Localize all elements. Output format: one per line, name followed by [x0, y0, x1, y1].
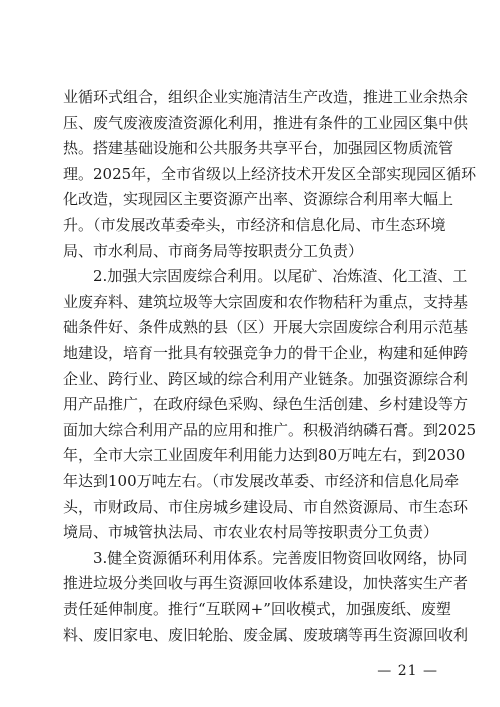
text-line: 头，市财政局、市住房城乡建设局、市自然资源局、市生态环 — [63, 498, 469, 516]
page-number: — 21 — — [377, 663, 438, 679]
text-line: 地建设，培育一批具有较强竞争力的骨干企业，构建和延伸跨 — [63, 344, 469, 362]
text-line: 年，全市大宗工业固废年利用能力达到80万吨左右，到2030 — [63, 446, 466, 464]
text-line: 理。2025年，全市省级以上经济技术开发区全部实现园区循环 — [63, 165, 477, 183]
text-line: 面加大综合利用产品的应用和推广。积极消纳磷石膏。到2025 — [63, 421, 477, 439]
section-heading-line: 2.加强大宗固废综合利用。以尾矿、冶炼渣、化工渣、工 — [93, 267, 468, 285]
text-line: 年达到100万吨左右。（市发展改革委、市经济和信息化局牵 — [63, 472, 460, 490]
text-line: 压、废气废液废渣资源化利用，推进有条件的工业园区集中供 — [63, 114, 469, 132]
text-line: 企业、跨行业、跨区域的综合利用产业链条。加强资源综合利 — [63, 370, 469, 388]
text-line: 责任延伸制度。推行“互联网+”回收模式，加强废纸、废塑 — [63, 600, 451, 618]
text-line: 料、废旧家电、废旧轮胎、废金属、废玻璃等再生资源回收利 — [63, 626, 469, 644]
text-line: 推进垃圾分类回收与再生资源回收体系建设，加快落实生产者 — [63, 574, 469, 592]
text-line: 化改造，实现园区主要资源产出率、资源综合利用率大幅上 — [63, 190, 454, 208]
section-heading-line: 3.健全资源循环利用体系。完善废旧物资回收网络，协同 — [93, 549, 468, 567]
text-line: 业废弃料、建筑垃圾等大宗固废和农作物秸秆为重点，支持基 — [63, 293, 469, 311]
text-line: 境局、市城管执法局、市农业农村局等按职责分工负责） — [63, 523, 439, 541]
text-line: 础条件好、条件成熟的县（区）开展大宗固废综合利用示范基 — [63, 318, 469, 336]
text-line: 升。（市发展改革委牵头，市经济和信息化局、市生态环境 — [63, 216, 446, 234]
text-line: 用产品推广，在政府绿色采购、绿色生活创建、乡村建设等方 — [63, 395, 469, 413]
text-line: 热。搭建基础设施和公共服务共享平台，加强园区物质流管 — [63, 139, 454, 157]
text-line: 局、市水利局、市商务局等按职责分工负责） — [63, 242, 364, 260]
text-line: 业循环式组合，组织企业实施清洁生产改造，推进工业余热余 — [63, 88, 469, 106]
